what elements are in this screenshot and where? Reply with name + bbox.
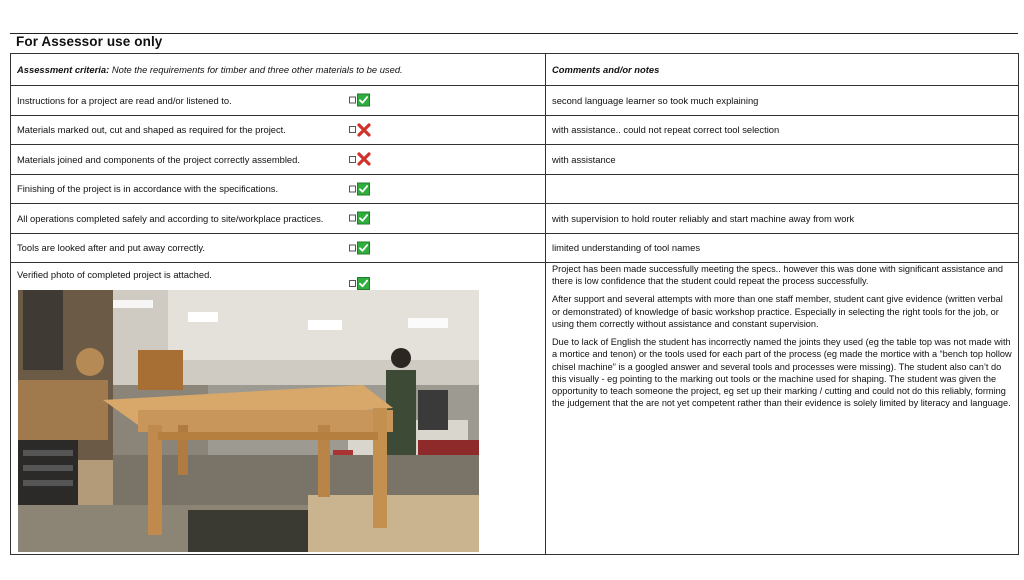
criterion-cell [11,145,546,175]
criterion-cell [11,204,546,234]
comment-cell: second language learner so took much explaining [546,86,1019,116]
table-row [11,86,1019,116]
criterion-text: Verified photo of completed project is attached. [17,269,212,280]
criterion-text: Instructions for a project are read and/or listened to. [17,94,232,106]
table-row [11,233,1019,263]
criterion-text: Materials joined and components of the project correctly assembled. [17,153,300,165]
assessment-mark [349,123,371,137]
checkbox-icon [349,156,356,163]
criterion-text: All operations completed safely and according to site/workplace practices. [17,212,324,224]
page-title: For Assessor use only [16,34,163,49]
criterion-cell [11,174,546,204]
checkbox-icon [349,97,356,104]
assessor-note-paragraph: After support and several attempts with more than one staff member, student cant give evidence (written verbal or demonstrated) of knowledge of basic workshop practice. Especially in selecting the right tools for the job, or using them correctly without assistance and constant supervision. [552,294,1003,329]
assessment-mark [349,241,370,254]
comment-cell [546,174,1019,204]
checkmark-icon [357,94,370,107]
criterion-cell [11,86,546,116]
criterion-cell [11,233,546,263]
criterion-cell [11,115,546,145]
table-row [11,115,1019,145]
checkbox-icon [349,126,356,133]
cross-icon [357,152,371,166]
checkmark-icon [357,241,370,254]
notes-header: Comments and/or notes [546,54,1019,86]
comment-cell: with supervision to hold router reliably and start machine away from work [546,204,1019,234]
completed-project-photo [18,290,479,552]
checkmark-icon [357,182,370,195]
assessment-mark [349,277,370,290]
assessor-note-paragraph: Project has been made successfully meeting the specs.. however this was done with significant assistance and there is low confidence that the student could repeat the process successfully. [552,264,1003,287]
checkbox-icon [349,280,356,287]
checkbox-icon [349,244,356,251]
checkmark-icon [357,277,370,290]
criterion-text: Tools are looked after and put away correctly. [17,242,205,254]
cross-icon [357,123,371,137]
comment-cell [546,263,1019,555]
assessor-note-paragraph: Due to lack of English the student has incorrectly named the joints they used (eg the table top was not made with a mortice and tenon) or the tools used for each part of the process (eg made the mortice with a “bench top hollow chisel machine” is a googled answer and several tools and processes were missing). The student also can’t do this visually - eg pointing to the marking out tools or the machine used for shaping. The student was given the opportunity to teach someone the project, eg set up their marking / cutting and could not do this reliably, forming the judgement that the are not yet competent rather than their evidence is solely limited by literacy and language. [552,337,1012,409]
criteria-header: Assessment criteria: Note the requirements for timber and three other materials to be used. [11,54,546,86]
comment-cell: with assistance.. could not repeat correct tool selection [546,115,1019,145]
checkbox-icon [349,185,356,192]
comment-cell: with assistance [546,145,1019,175]
comment-cell: limited understanding of tool names [546,233,1019,263]
checkmark-icon [357,212,370,225]
table-row [11,174,1019,204]
assessment-mark [349,94,370,107]
criterion-text: Materials marked out, cut and shaped as required for the project. [17,124,286,136]
assessment-mark [349,182,370,195]
checkbox-icon [349,215,356,222]
criterion-text: Finishing of the project is in accordance with the specifications. [17,183,279,195]
table-row [11,204,1019,234]
assessment-mark [349,212,370,225]
table-header-row [11,54,1019,86]
assessment-mark [349,152,371,166]
table-row [11,145,1019,175]
